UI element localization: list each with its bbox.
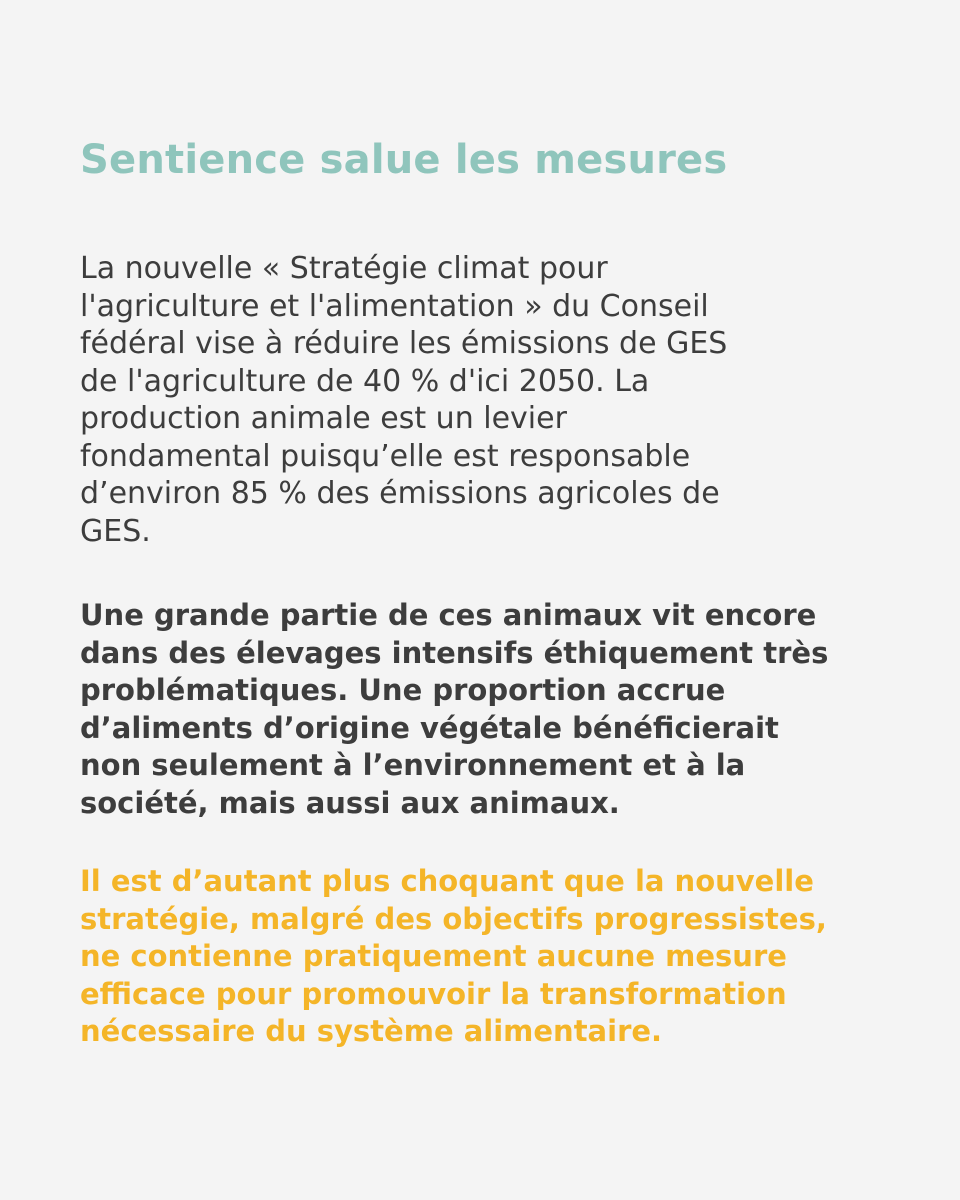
highlight-line: ne contienne pratiquement aucune mesure — [80, 939, 787, 973]
emphasis-line: d’aliments d’origine végétale bénéficierait — [80, 710, 779, 745]
highlight-line: nécessaire du système alimentaire. — [80, 1014, 663, 1048]
slide-title: Sentience salue les mesures — [80, 137, 728, 183]
emphasis-line: dans des élevages intensifs éthiquement très — [80, 635, 829, 670]
highlight-line: efficace pour promouvoir la transformation — [80, 976, 787, 1011]
intro-line: fédéral vise à réduire les émissions de GES — [80, 326, 728, 361]
intro-line: l'agriculture et l'alimentation » du Conseil — [80, 288, 709, 324]
highlight-line: stratégie, malgré des objectifs progressistes, — [80, 901, 827, 936]
highlight-line: Il est d’autant plus choquant que la nouvelle — [80, 864, 814, 898]
emphasis-paragraph — [80, 597, 892, 822]
text-content — [80, 132, 892, 1051]
highlight-paragraph — [80, 863, 892, 1051]
intro-line: GES. — [80, 513, 151, 549]
emphasis-line: non seulement à l’environnement et à la — [80, 748, 746, 782]
intro-line: production animale est un levier — [80, 401, 567, 436]
intro-line: fondamental puisqu’elle est responsable — [80, 438, 691, 474]
emphasis-line: société, mais aussi aux animaux. — [80, 785, 620, 820]
emphasis-line: Une grande partie de ces animaux vit encore — [80, 598, 817, 632]
intro-line: La nouvelle « Stratégie climat pour — [80, 251, 608, 286]
emphasis-line: problématiques. Une proportion accrue — [80, 673, 726, 707]
intro-paragraph — [80, 250, 892, 550]
intro-line: de l'agriculture de 40 % d'ici 2050. La — [80, 363, 650, 399]
intro-line: d’environ 85 % des émissions agricoles de — [80, 476, 720, 511]
